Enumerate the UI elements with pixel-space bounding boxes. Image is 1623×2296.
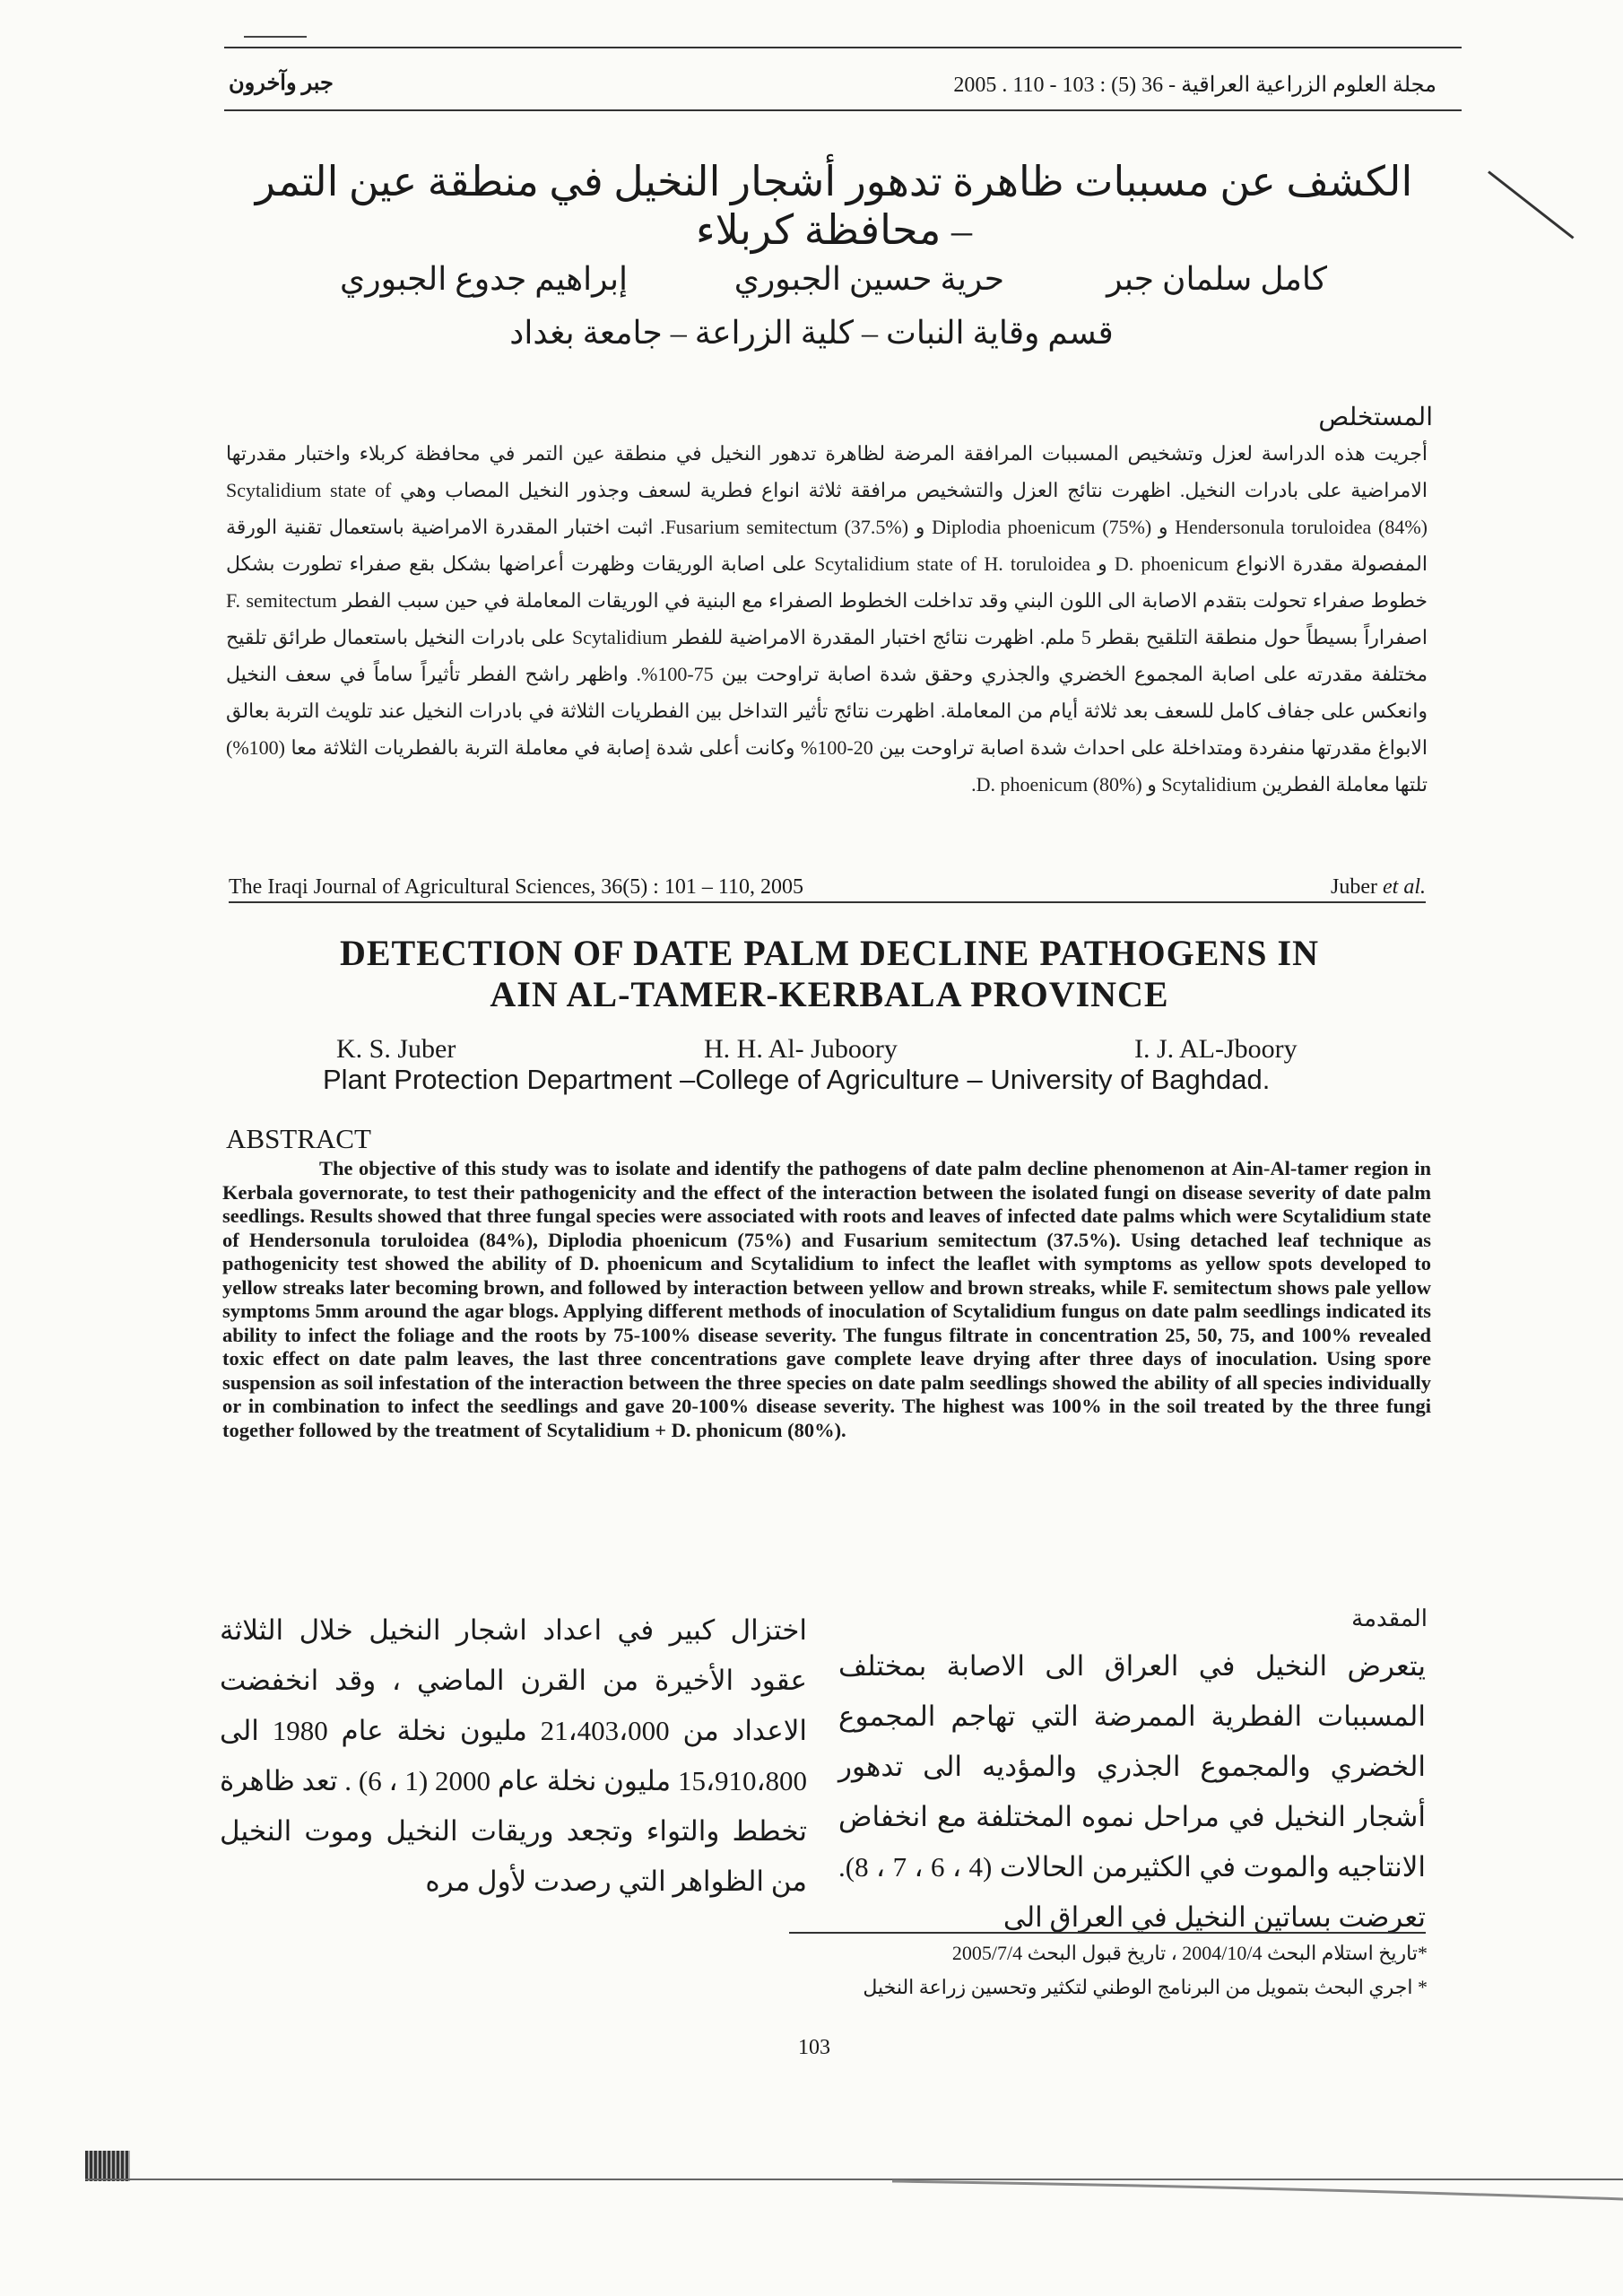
- footnote-dates: *تاريخ استلام البحث 2004/10/4 ، تاريخ قبول البحث 2005/7/4: [951, 1942, 1428, 1964]
- english-abstract-text: The objective of this study was to isolate and identify the pathogens of date palm decline phenomenon at Ain-Al-tamer region in Kerbala governorate, to test their pathogenicity and the effect of the interaction between the isolated fungi on disease severity of date palm seedlings. Results showed that three fungal species were associated with roots and leaves of infected date palms which were Scytalidium state of Hendersonula toruloidea (84%), Diplodia phoenicum (75%) and Fusarium semitectum (37.5%). Using detached leaf technique as pathogenicity test showed the ability of D. phoenicum and Scytalidium to infect the leaflet with symptoms as yellow spots developed to yellow streaks later becoming brown, and followed by interaction between yellow and brown streaks, while F. semitectum shows pale yellow symptoms 5mm around the agar blogs. Applying different methods of inoculation of Scytalidium fungus on date palm seedlings indicated its ability to infect the foliage and the roots by 75-100% disease severity. The fungus filtrate in concentration 25, 50, 75, and 100% revealed toxic effect on date palm leaves, the last three concentrations gave complete leave drying after three days of inoculation. Using spore suspension as soil infestation of the interaction between the three species on date palm seedlings showed the ability of all species individually or in combination to infect the seedlings and gave 20-100% disease severity. The highest was 100% in the soil treated by the three fungi together followed by the treatment of Scytalidium + D. phonicum (80%).: [222, 1157, 1431, 1441]
- arabic-department: قسم وقاية النبات – كلية الزراعة – جامعة بغداد: [509, 315, 1114, 351]
- arabic-abstract-heading: المستخلص: [1318, 404, 1433, 431]
- journal-authors: Juber et al.: [1331, 875, 1426, 899]
- arabic-author-2: حرية حسين الجبوري: [733, 261, 1004, 297]
- arabic-author-3: إبراهيم جدوع الجبوري: [340, 261, 628, 297]
- scan-tick-mark: [244, 36, 307, 38]
- journal-citation-line: [229, 875, 1426, 903]
- abstract-heading: ABSTRACT: [226, 1123, 371, 1154]
- english-title: [233, 933, 1426, 1015]
- footnote-rule: [789, 1932, 1426, 1934]
- running-head-authors: جبر وآخرون: [229, 72, 334, 95]
- top-rule: [224, 47, 1462, 48]
- arabic-abstract: أجريت هذه الدراسة لعزل وتشخيص المسببات المرافقة المرضة لظاهرة تدهور النخيل في منطقة عين التمر في محافظة كربلاء واختبار مقدرتها الامراضية على بادرات النخيل. اظهرت نتائج العزل والتشخيص مرافقة ثلاثة انواع فطرية لسعف وجذور النخيل المصاب وهي Scytalidium state of Hendersonula toruloidea (84%) و Diplodia phoenicum (75%) و Fusarium semitectum (37.5%). اثبت اختبار المقدرة الامراضية باستعمال تقنية الورقة المفصولة مقدرة الانواع D. phoenicum و Scytalidium state of H. toruloidea على اصابة الوريقات وظهرت أعراضها بشكل بقع صفراء تطورت بشكل خطوط صفراء تحولت بتقدم الاصابة الى اللون البني وقد تداخلت الخطوط الصفراء مع البنية في الوريقات المعاملة في حين سبب الفطر F. semitectum اصفراراً بسيطاً حول منطقة التلقيح بقطر 5 ملم. اظهرت نتائج اختبار المقدرة الامراضية للفطر Scytalidium على بادرات النخيل باستعمال طرائق تلقيح مختلفة مقدرته على اصابة المجموع الخضري والجذري وحقق شدة اصابة تراوحت بين 75-100%. واظهر راشح الفطر تأثيراً ساماً في سعف النخيل وانعكس على جفاف كامل للسعف بعد ثلاثة أيام من المعاملة. اظهرت نتائج تأثير التداخل بين الفطريات الثلاثة في بادرات النخيل عند تلويث التربة بعالق الابواغ مقدرتها منفردة ومتداخلة على احداث شدة اصابة تراوحت بين 20-100% وكانت أعلى شدة إصابة في معاملة التربة بالفطريات الثلاثة معا (100%) تلتها معاملة الفطرين Scytalidium و D. phoenicum (80%).: [226, 442, 1428, 796]
- english-author-2: H. H. Al- Juboory: [704, 1034, 898, 1064]
- pen-mark: [1488, 170, 1574, 239]
- intro-heading: المقدمة: [1351, 1605, 1428, 1631]
- page-number: 103: [798, 2036, 830, 2059]
- header-rule: [224, 109, 1462, 111]
- running-head-journal: مجلة العلوم الزراعية العراقية - 36 (5) : 103 - 110 . 2005: [953, 74, 1436, 97]
- intro-right-column: يتعرض النخيل في العراق الى الاصابة بمختلف المسببات الفطرية الممرضة التي تهاجم المجموع الخضري والمجموع الجذري والمؤديه الى تدهور أشجار النخيل في مراحل نموه المختلفة مع انخفاض الانتاجيه والموت في الكثيرمن الحالات (4 ، 6 ، 7 ، 8). تعرضت بساتين النخيل في العراق الى: [838, 1650, 1427, 1933]
- arabic-title: الكشف عن مسببات ظاهرة تدهور أشجار النخيل في منطقة عين التمر – محافظة كربلاء: [255, 159, 1413, 253]
- english-title-line-2: AIN AL-TAMER-KERBALA PROVINCE: [490, 974, 1169, 1014]
- footnote-funding: * اجري البحث بتمويل من البرنامج الوطني لتكثير وتحسين زراعة النخيل: [863, 1976, 1428, 1998]
- journal-citation: The Iraqi Journal of Agricultural Sciences, 36(5) : 101 – 110, 2005: [229, 875, 803, 899]
- scan-edge-artifact: [85, 2152, 1623, 2203]
- english-author-3: I. J. AL-Jboory: [1134, 1034, 1298, 1064]
- english-author-1: K. S. Juber: [336, 1034, 456, 1064]
- english-title-line-1: DETECTION OF DATE PALM DECLINE PATHOGENS IN: [339, 933, 1319, 973]
- english-department: Plant Protection Department –College of Agriculture – University of Baghdad.: [323, 1064, 1271, 1095]
- arabic-author-1: كامل سلمان جبر: [1107, 261, 1327, 297]
- intro-left-column: اختزال كبير في اعداد اشجار النخيل خلال الثلاثة عقود الأخيرة من القرن الماضي ، وقد انخفضت الاعداد من 21،403،000 مليون نخلة عام 1980 الى 15،910،800 مليون نخلة عام 2000 (1 ، 6) . تعد ظاهرة تخطط والتواء وتجعد وريقات النخيل وموت النخيل من الظواهر التي رصدت لأول مره: [220, 1614, 807, 1897]
- english-abstract: [222, 1157, 1431, 1442]
